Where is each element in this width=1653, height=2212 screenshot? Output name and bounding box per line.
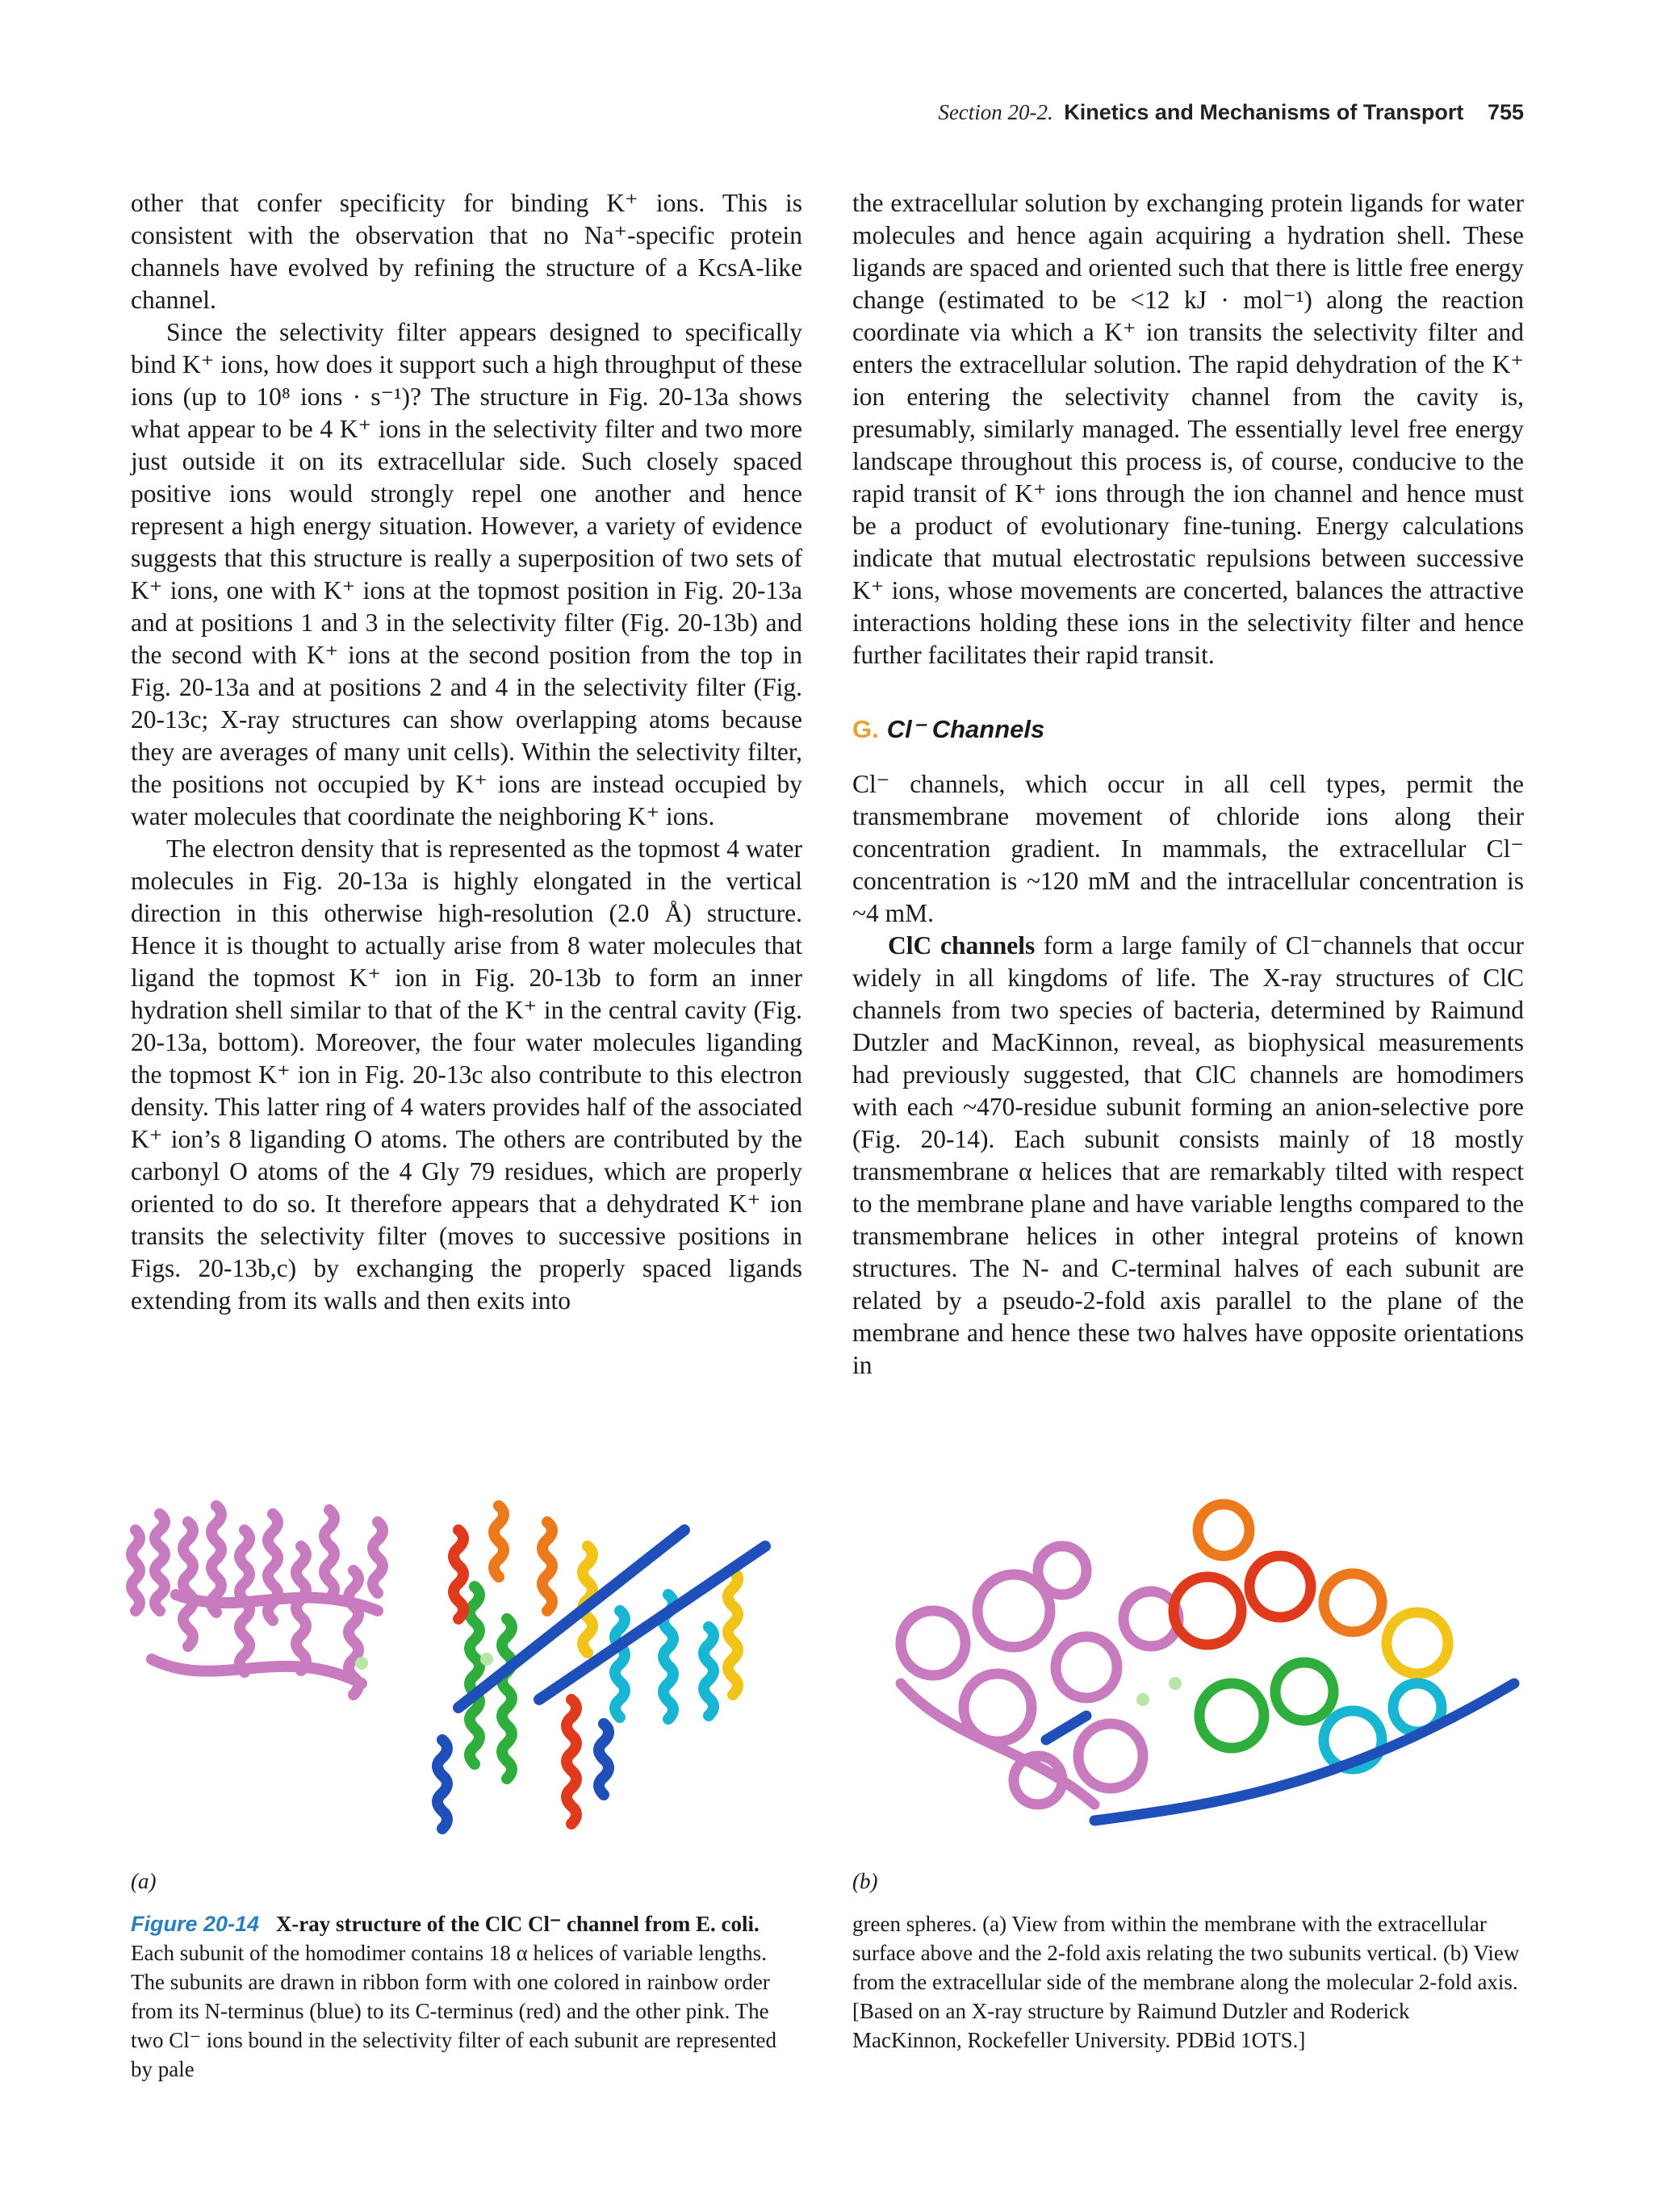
caption-text: Each subunit of the homodimer contains 18 α helices of variable lengths. The subunits are drawn in ribbon form with one colored in rainbow order from its N-terminus (blue) to its C-terminus (red) and the other pink. The two Cl⁻ ions bound in the selectivity filter of each subunit are represented by pale bbox=[131, 1941, 777, 2081]
figure-number: Figure 20-14 bbox=[131, 1912, 260, 1936]
paragraph: Cl⁻ channels, which occur in all cell types, permit the transmembrane movement of chloride ions along their concentration gradient. In mammals, the extracellular Cl⁻ concentration is ~120 mM and the intracellular concentration is ~4 mM. bbox=[852, 770, 1524, 927]
chloride-ion bbox=[355, 1657, 368, 1670]
chloride-ion bbox=[1169, 1677, 1182, 1690]
paragraph-text: form a large family of Cl⁻channels that occur widely in all kingdoms of life. The X-ray structures of ClC channels from two species of bacteria, determined by Raimund Dutzler and MacKinnon, reveal, as biophysical measurements had previously suggested, that ClC channels are homodimers with each ~470-residue subunit forming an anion-selective pore (Fig. 20-14). Each subunit consists mainly of 18 mostly transmembrane α helices that are remarkably tilted with respect to the membrane plane and have variable lengths compared to the transmembrane helices in other integral proteins of known structures. The N- and C-terminal halves of each subunit are related by a pseudo-2-fold axis parallel to the plane of the membrane and hence these two halves have opposite orientations in bbox=[852, 931, 1524, 1379]
figure-caption-left bbox=[131, 1909, 802, 2084]
panel-label-a: (a) bbox=[131, 1869, 157, 1893]
paragraph: The electron density that is represented as the topmost 4 water molecules in Fig. 20-13a is highly elongated in the vertical direction in this otherwise high-resolution (2.0 Å) structure. Hence it is thought to actually arise from 8 water molecules that ligand the topmost K⁺ ion in Fig. 20-13b to form an inner hydration shell similar to that of the K⁺ in the central cavity (Fig. 20-13a, bottom). Moreover, the four water molecules liganding the topmost K⁺ ion in Fig. 20-13c also contribute to this electron density. This latter ring of 4 waters provides half of the associated K⁺ ion’s 8 liganding O atoms. The others are contributed by the carbonyl O atoms of the 4 Gly 79 residues, which are properly oriented to do so. It therefore appears that a dehydrated K⁺ ion transits the selectivity filter (moves to successive positions in Figs. 20-13b,c) by exchanging the properly spaced ligands extending from its walls and then exits into bbox=[131, 834, 802, 1315]
chloride-ion bbox=[1136, 1693, 1149, 1706]
right-column bbox=[852, 187, 1524, 1382]
bold-term: ClC channels bbox=[888, 931, 1036, 960]
figure-panel-b bbox=[852, 1498, 1530, 1861]
section-letter: G. bbox=[852, 715, 879, 743]
ribbon-structure-top-view bbox=[852, 1498, 1530, 1861]
section-heading bbox=[852, 713, 1524, 746]
figure-panel-a bbox=[119, 1498, 830, 1861]
paragraph bbox=[852, 930, 1524, 1382]
running-header bbox=[807, 100, 1524, 125]
figure-caption-right bbox=[852, 1909, 1524, 2055]
pink-subunit bbox=[132, 1506, 383, 1695]
rainbow-subunit bbox=[437, 1506, 765, 1829]
chloride-ion bbox=[480, 1653, 493, 1666]
caption-text: green spheres. (a) View from within the membrane with the extracellular surface above and the 2-fold axis relating the two subunits vertical. (b) View from the extracellular side of the membrane along the molecular 2-fold axis. [Based on an X-ray structure by Raimund Dutzler and Roderick MacKinnon, Rockefeller University. PDBid 1OTS.] bbox=[852, 1912, 1520, 2052]
header-section: Section 20-2. bbox=[938, 100, 1053, 124]
paragraph: the extracellular solution by exchanging protein ligands for water molecules and hence again acquiring a hydration shell. These ligands are spaced and oriented such that there is little free energy change (estimated to be <12 kJ · mol⁻¹) along the reaction coordinate via which a K⁺ ion transits the selectivity filter and enters the extracellular solution. The rapid dehydration of the K⁺ ion entering the selectivity channel from the cavity is, presumably, similarly managed. The essentially level free energy landscape throughout this process is, of course, conducive to the rapid transit of K⁺ ions through the ion channel and hence must be a product of evolutionary fine-tuning. Energy calculations indicate that mutual electrostatic repulsions between successive K⁺ ions, whose movements are concerted, balances the attractive interactions holding these ions in the selectivity filter and hence further facilitates their rapid transit. bbox=[852, 189, 1524, 669]
page-number: 755 bbox=[1487, 100, 1524, 124]
paragraph: other that confer specificity for binding K⁺ ions. This is consistent with the observation that no Na⁺-specific protein channels have evolved by refining the structure of a KcsA-like channel. bbox=[131, 189, 802, 314]
left-column bbox=[131, 187, 802, 1317]
section-title: Cl⁻ Channels bbox=[886, 715, 1045, 743]
pink-subunit bbox=[901, 1546, 1178, 1804]
paragraph: Since the selectivity filter appears designed to specifically bind K⁺ ions, how does it support such a high throughput of these ions (up to 10⁸ ions · s⁻¹)? The structure in Fig. 20-13a shows what appear to be 4 K⁺ ions in the selectivity filter and two more just outside it on its extracellular side. Such closely spaced positive ions would strongly repel one another and hence represent a high energy situation. However, a variety of evidence suggests that this structure is really a superposition of two sets of K⁺ ions, one with K⁺ ions at the topmost position in Fig. 20-13a and at positions 1 and 3 in the selectivity filter (Fig. 20-13b) and the second with K⁺ ions at the second position from the top in Fig. 20-13a and at positions 2 and 4 in the selectivity filter (Fig. 20-13c; X-ray structures can show overlapping atoms because they are averages of many unit cells). Within the selectivity filter, the positions not occupied by K⁺ ions are instead occupied by water molecules that coordinate the neighboring K⁺ ions. bbox=[131, 318, 802, 830]
panel-label-b: (b) bbox=[852, 1869, 878, 1893]
figure-title: X-ray structure of the ClC Cl⁻ channel from E. coli. bbox=[275, 1912, 760, 1936]
ribbon-structure-side-view bbox=[119, 1498, 830, 1861]
header-title: Kinetics and Mechanisms of Transport bbox=[1064, 100, 1464, 124]
